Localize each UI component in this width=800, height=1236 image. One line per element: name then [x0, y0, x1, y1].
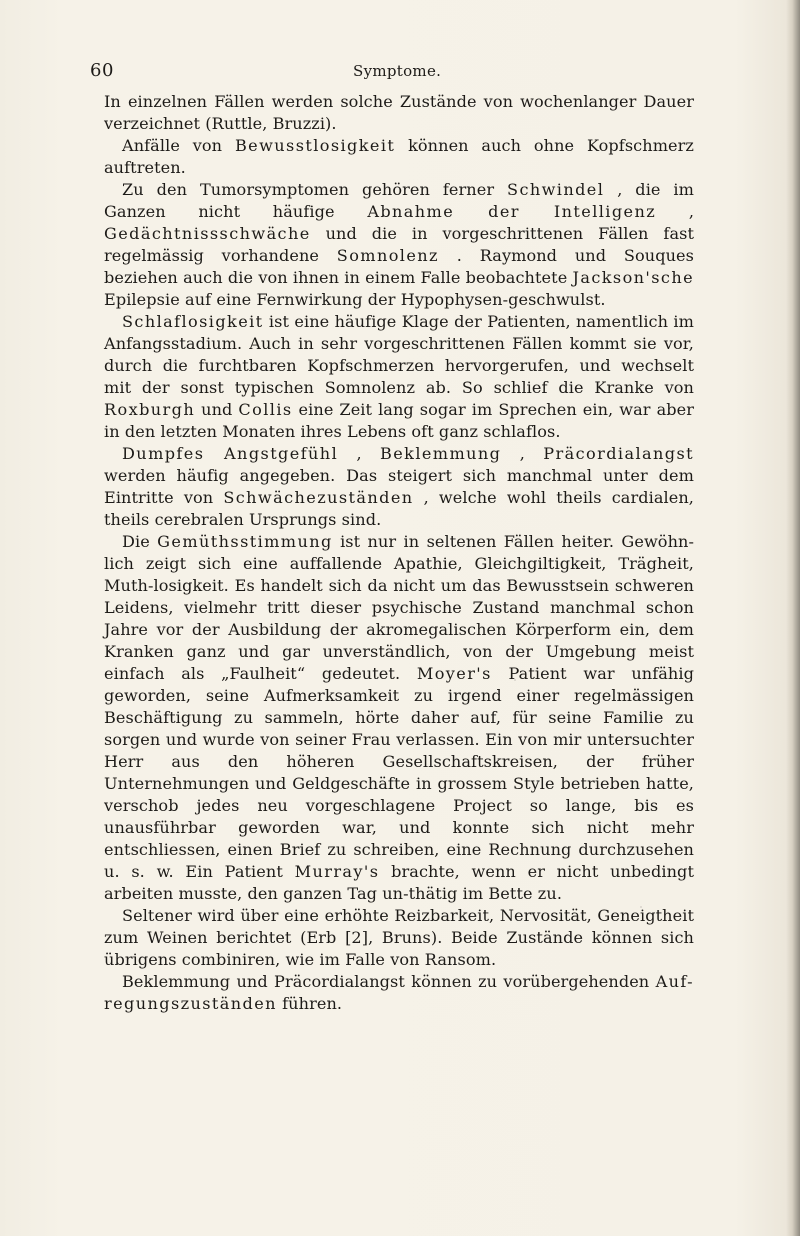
emphasized-term: Präcordialangst	[543, 444, 694, 463]
text-segment: Epilepsie auf eine Fernwirkung der Hypophysen-geschwulst.	[104, 290, 606, 309]
emphasized-term: Gedächtnissschwäche	[104, 224, 311, 243]
text-segment: ,	[688, 202, 695, 221]
paragraph-5	[104, 443, 694, 531]
emphasized-term: Collis	[238, 400, 293, 419]
paper-speck	[302, 430, 304, 432]
paragraph-4	[104, 311, 694, 443]
text-segment: Patient war unfähig geworden, seine Aufmerksamkeit zu irgend einer regelmässigen Beschäftigung zu sammeln, hörte daher auf, für seine Familie zu sorgen und wurde von seiner Frau verlassen. Ein von mir untersuchter Herr aus den höheren Gesellschaftskreisen, der früher Unternehmungen und Geldgeschäfte in grossem Style betrieben hatte, verschob jedes neu vorgeschlagene Project so lange, bis es unausführbar geworden war, und konnte sich nicht mehr entschliessen, einen Brief zu schreiben, eine Rechnung durchzusehen u. s. w. Ein Patient	[104, 664, 694, 881]
emphasized-term: Schwächezuständen	[223, 488, 414, 507]
paragraph-3	[104, 179, 694, 311]
text-segment: ,	[356, 444, 381, 463]
text-segment: eine Zeit lang sogar im Sprechen ein, war aber in den letzten Monaten ihres Lebens oft ganz schlaflos.	[104, 400, 694, 441]
page-edge-shadow	[786, 0, 800, 1236]
text-segment: können auch ohne Kopfschmerz auftreten.	[104, 136, 694, 177]
paragraph-8	[104, 971, 694, 1015]
body-text	[104, 91, 694, 1015]
text-segment: Anfälle von	[122, 136, 235, 155]
emphasized-term: Moyer's	[416, 664, 492, 683]
text-segment: . Raymond und Souques beziehen auch die von ihnen in einem Falle beobachtete	[104, 246, 694, 287]
running-head: Symptome.	[353, 62, 442, 80]
paper-speck	[640, 906, 642, 908]
text-segment: , die im Ganzen nicht häufige	[104, 180, 694, 221]
text-segment: Seltener wird über eine erhöhte Reizbarkeit, Nervosität, Geneigtheit zum Weinen berichtet (Erb [2], Bruns). Beide Zustände können sich übrigens combiniren, wie im Falle von Ransom.	[104, 906, 694, 969]
emphasized-term: Beklemmung	[380, 444, 502, 463]
page-number: 60	[90, 60, 114, 81]
emphasized-term: Somnolenz	[336, 246, 439, 265]
emphasized-term: Dumpfes Angstgefühl	[122, 444, 339, 463]
text-segment: und	[201, 400, 239, 419]
text-segment: führen.	[282, 994, 343, 1013]
emphasized-term: Gemüthsstimmung	[157, 532, 333, 551]
text-segment: In einzelnen Fällen werden solche Zustände von wochenlanger Dauer verzeichnet (Ruttle, Bruzzi).	[104, 92, 694, 133]
paper-speck	[514, 679, 516, 681]
paragraph-6	[104, 531, 694, 905]
text-segment: Zu den Tumorsymptomen gehören ferner	[122, 180, 508, 199]
emphasized-term: Roxburgh	[104, 400, 196, 419]
emphasized-term: Murray's	[294, 862, 380, 881]
text-segment: brachte, wenn er nicht unbedingt arbeiten musste, den ganzen Tag un-thätig im Bette zu.	[104, 862, 694, 903]
text-segment: werden häufig angegeben. Das steigert sich manchmal unter dem Eintritte von	[104, 466, 694, 507]
text-segment: ist eine häufige Klage der Patienten, namentlich im Anfangsstadium. Auch in sehr vorgeschrittenen Fällen kommt sie vor, durch die furchtbaren Kopfschmerzen hervorgerufen, und wechselt mit der sonst typischen Somnolenz ab. So schlief die Kranke von	[104, 312, 694, 397]
emphasized-term: Schlaflosigkeit	[122, 312, 264, 331]
emphasized-term: Abnahme der Intelligenz	[367, 202, 657, 221]
text-segment: ist nur in seltenen Fällen heiter. Gewöhn-lich zeigt sich eine auffallende Apathie, Gleichgiltigkeit, Trägheit, Muth-losigkeit. Es handelt sich da nicht um das Bewusstsein schweren Leidens, vielmehr tritt dieser psychische Zustand manchmal schon Jahre vor der Ausbildung der akromegalischen Körperform ein, dem Kranken ganz und gar unverständlich, von der Umgebung meist einfach als „Faulheit“ gedeutet.	[104, 532, 694, 683]
emphasized-term: Bewusstlosigkeit	[234, 136, 396, 155]
emphasized-term: Jackson'sche	[572, 268, 695, 287]
text-segment: , welche wohl theils cardialen, theils cerebralen Ursprungs sind.	[104, 488, 694, 529]
text-segment: Beklemmung und Präcordialangst können zu vorübergehenden	[122, 972, 656, 991]
text-segment: und die in vorgeschrittenen Fällen fast regelmässig vorhandene	[104, 224, 695, 265]
page-header	[90, 60, 700, 88]
paragraph-7	[104, 905, 694, 971]
paragraph-2	[104, 135, 694, 179]
emphasized-term: Auf-regungszuständen	[104, 972, 694, 1013]
text-segment: Die	[122, 532, 158, 551]
emphasized-term: Schwindel	[507, 180, 605, 199]
text-segment: ,	[519, 444, 544, 463]
paragraph-1	[104, 91, 694, 135]
